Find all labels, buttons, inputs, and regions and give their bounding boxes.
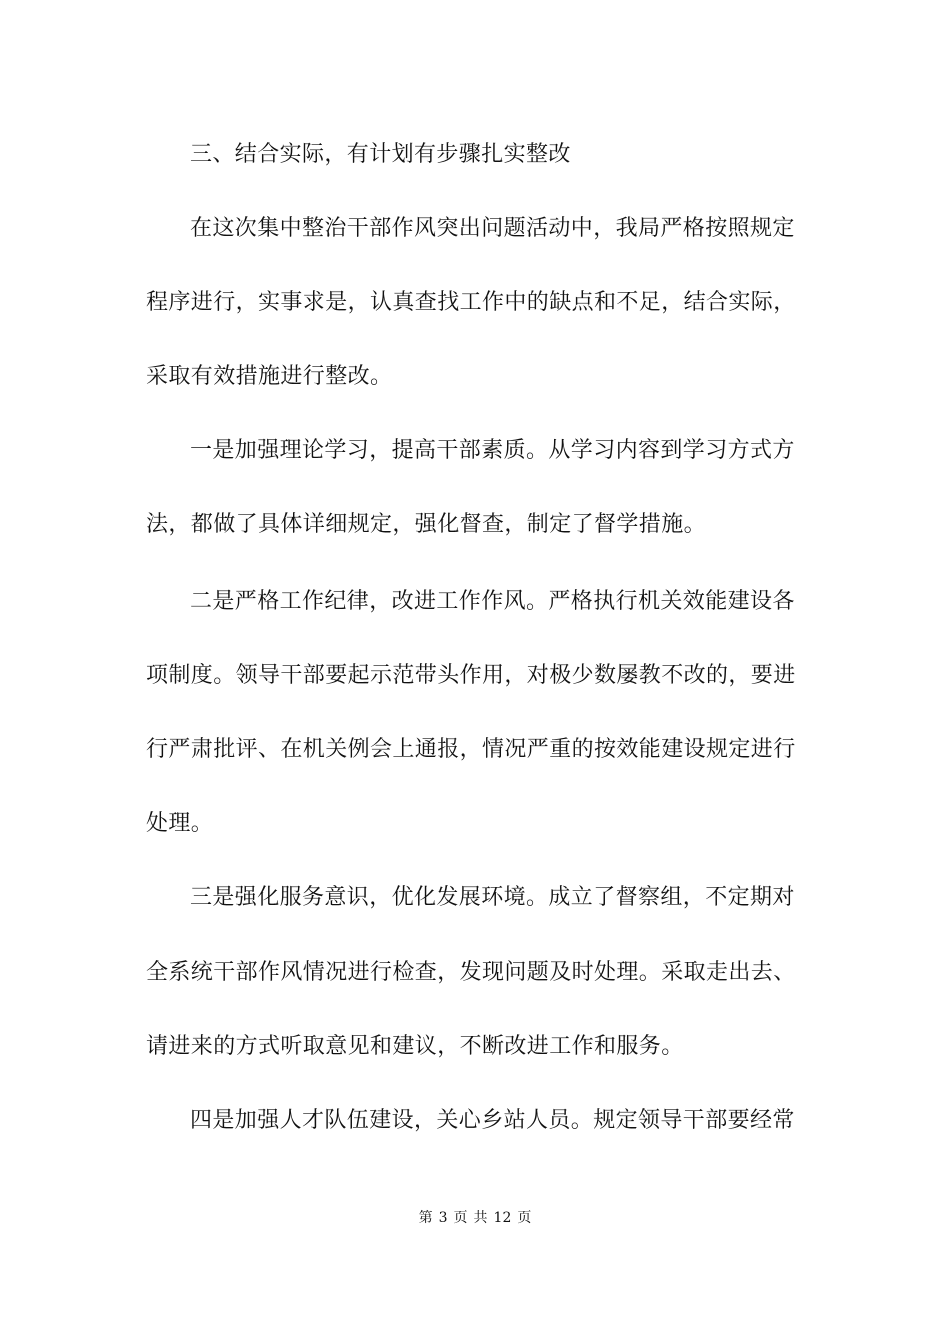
paragraph-line: 请进来的方式听取意见和建议，不断改进工作和服务。 xyxy=(146,1034,684,1059)
paragraph-line: 在这次集中整治干部作风突出问题活动中，我局严格按照规定 xyxy=(190,216,795,241)
footer-di: 第 xyxy=(418,1210,433,1226)
paragraph-line: 法，都做了具体详细规定，强化督查，制定了督学措施。 xyxy=(146,512,707,537)
paragraph-line: 程序进行，实事求是，认真查找工作中的缺点和不足，结合实际， xyxy=(146,290,796,315)
paragraph-line: 处理。 xyxy=(146,811,214,836)
footer-ye: 页 xyxy=(517,1210,532,1226)
paragraph-line: 四是加强人才队伍建设，关心乡站人员。规定领导干部要经常 xyxy=(190,1108,795,1133)
paragraph-line: 采取有效措施进行整改。 xyxy=(146,364,393,389)
page-footer xyxy=(0,1208,950,1228)
paragraph-line: 二是严格工作纪律，改进工作作风。严格执行机关效能建设各 xyxy=(190,589,795,614)
footer-total-pages: 12 xyxy=(493,1210,512,1226)
footer-gong: 共 xyxy=(473,1210,488,1226)
paragraph-line: 行严肃批评、在机关例会上通报，情况严重的按效能建设规定进行 xyxy=(146,737,796,762)
section-heading: 三、结合实际，有计划有步骤扎实整改 xyxy=(190,142,571,167)
footer-page-number: 3 xyxy=(438,1210,448,1226)
paragraph-line: 项制度。领导干部要起示范带头作用，对极少数屡教不改的，要进 xyxy=(146,663,796,688)
footer-ye: 页 xyxy=(453,1210,468,1226)
paragraph-line: 三是强化服务意识，优化发展环境。成立了督察组，不定期对 xyxy=(190,885,795,910)
paragraph-line: 全系统干部作风情况进行检查，发现问题及时处理。采取走出去、 xyxy=(146,960,796,985)
paragraph-line: 一是加强理论学习，提高干部素质。从学习内容到学习方式方 xyxy=(190,438,795,463)
